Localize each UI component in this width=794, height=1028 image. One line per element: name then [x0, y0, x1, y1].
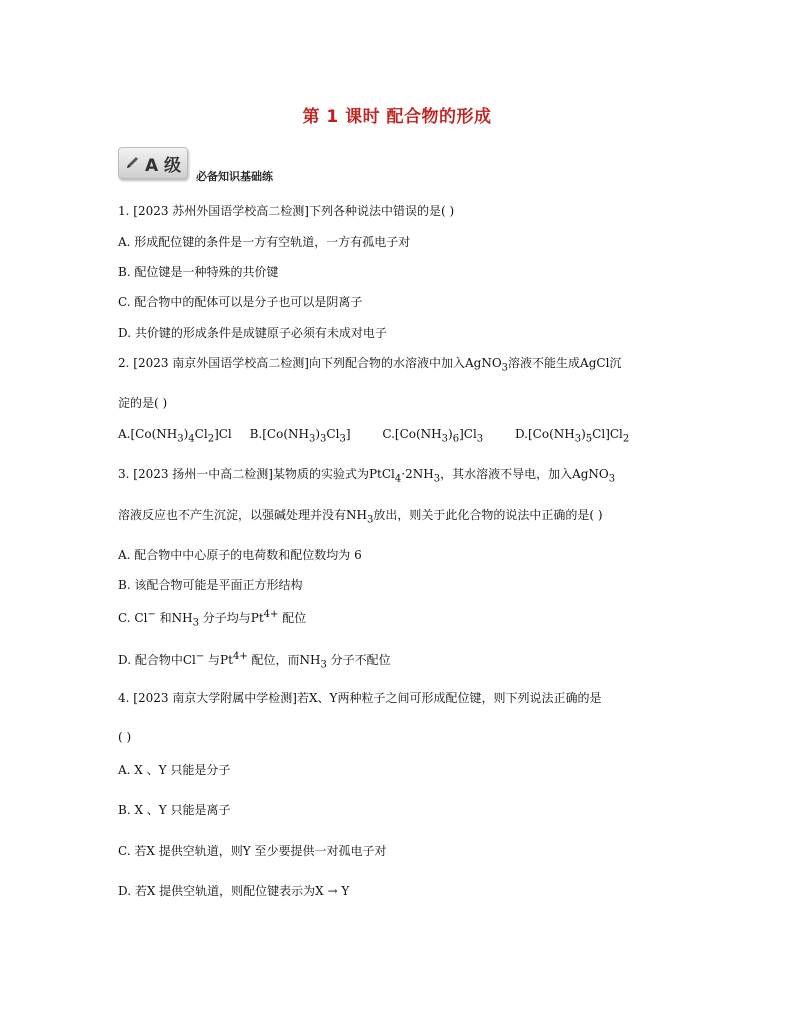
q2-option-c: $C.[Co(NH_3)_6]Cl_3$ — [382, 427, 484, 445]
q2-option-d: $D.[Co(NH_3)_5Cl]Cl_2$ — [514, 427, 630, 445]
q3-option-a: A. 配合物中中心原子的电荷数和配位数均为 6 — [118, 548, 362, 562]
page-title: 第 1 课时 配合物的形成 — [302, 107, 492, 127]
q1-stem: 1. [2023 苏州外国语学校高二检测]下列各种说法中错误的是( ) — [118, 204, 455, 218]
q4-option-c: C. 若X 提供空轨道，则Y 至少要提供一对孤电子对 — [118, 844, 387, 858]
q4-stem-line2: ( ) — [118, 730, 132, 744]
q3-stem-line2: 溶液反应也不产生沉淀，以强碱处理并没有$NH_3$放出，则关于此化合物的说法中正确的是( ) — [118, 508, 603, 526]
q2-stem: 2. [2023 南京外国语学校高二检测]向下列配合物的水溶液中加入AgNO$_3$溶液不能生成AgCl沉 — [118, 356, 622, 374]
q1-option-c: C. 配合物中的配体可以是分子也可以是阴离子 — [118, 295, 363, 309]
pencil-icon — [125, 156, 141, 170]
q4-option-d: D. 若X 提供空轨道，则配位键表示为X → Y — [118, 884, 350, 898]
q4-stem: 4. [2023 南京大学附属中学检测]若X、Y两种粒子之间可形成配位键，则下列说法正确的是 — [118, 691, 602, 705]
q1-option-b: B. 配位键是一种特殊的共价键 — [118, 265, 279, 279]
q1-option-a: A. 形成配位键的条件是一方有空轨道，一方有孤电子对 — [118, 235, 411, 249]
q3-option-d: D. 配合物中Cl− 与$Pt^{4+}$ 配位，而$NH_3$ 分子不配位 — [118, 651, 391, 671]
level-badge — [118, 147, 188, 179]
q3-option-c: C. Cl− 和$NH_3$ 分子均与$Pt^{4+}$ 配位 — [118, 609, 307, 629]
q2-option-b: $B.[Co(NH_3)_3Cl_3]$ — [249, 427, 351, 445]
q4-option-a: A. X 、Y 只能是分子 — [118, 763, 231, 777]
q3-option-b: B. 该配合物可能是平面正方形结构 — [118, 578, 303, 592]
q2-option-a: $A.[Co(NH_3)_4Cl_2]Cl$ — [118, 427, 232, 445]
q4-option-b: B. X 、Y 只能是离子 — [118, 803, 231, 817]
q2-stem-line2: 淀的是( ) — [118, 396, 168, 410]
q2-options — [118, 426, 629, 447]
level-badge-text: A 级 — [144, 155, 182, 176]
section-label: 必备知识基础练 — [196, 170, 273, 183]
q1-option-d: D. 共价键的形成条件是成键原子必须有未成对电子 — [118, 326, 387, 340]
q3-stem: 3. [2023 扬州一中高二检测]某物质的实验式为$PtCl_4\cdot 2NH_3$，其水溶液不导电，加入AgNO$_3$ — [118, 467, 616, 485]
